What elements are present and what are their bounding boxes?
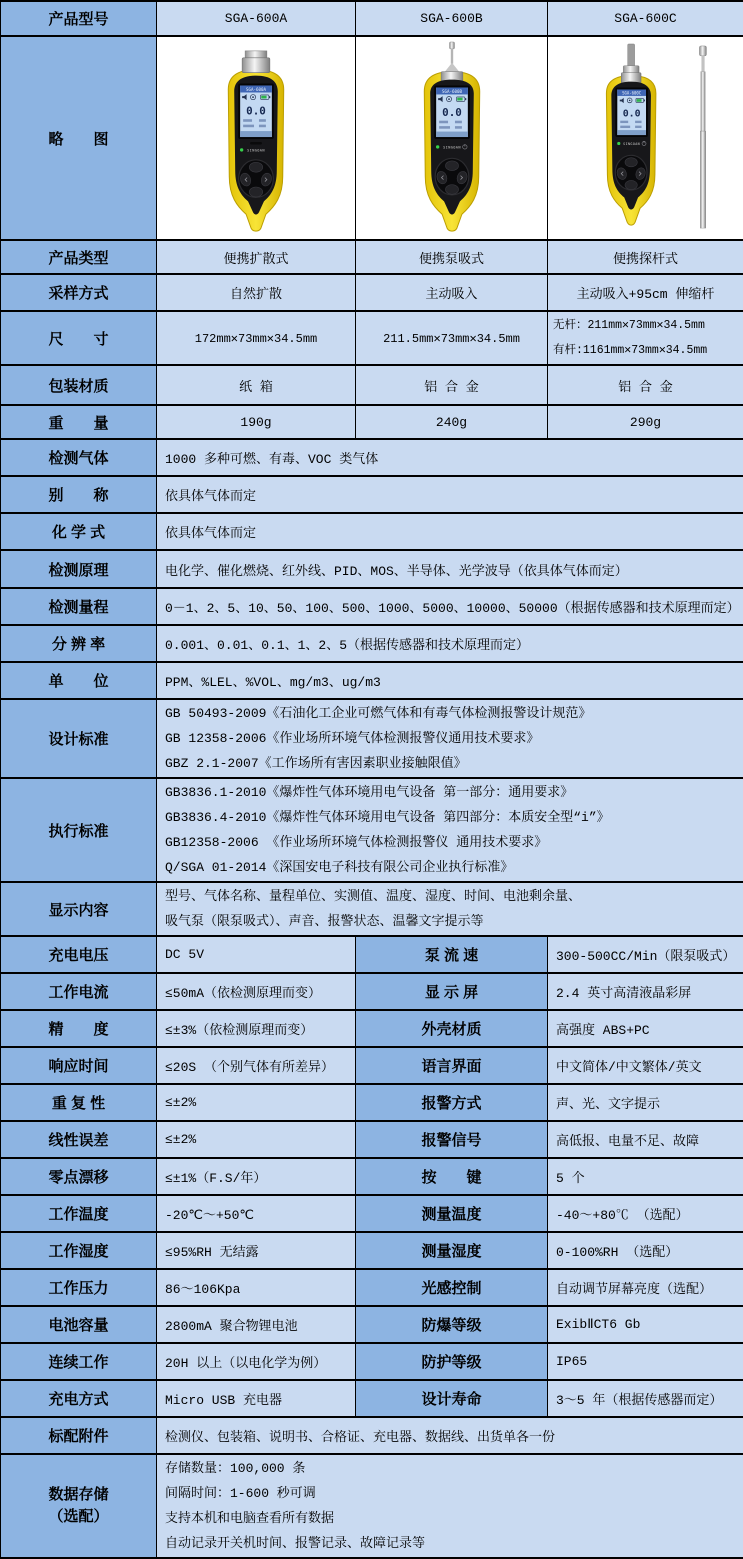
table-row xyxy=(1,240,743,274)
brand-label: SINGOAN xyxy=(247,148,265,152)
dimensions-c xyxy=(548,311,743,365)
table-row xyxy=(1,778,743,882)
model-name-a: SGA-600A xyxy=(157,1,356,36)
table-row xyxy=(1,1084,743,1121)
table-row xyxy=(1,513,743,550)
data-storage-line: 自动记录开关机时间、报警记录、故障记录等 xyxy=(165,1531,739,1556)
label-alarm-signal: 报警信号 xyxy=(356,1121,548,1158)
table-row xyxy=(1,405,743,439)
response-time-value: ≤20S （个别气体有所差异） xyxy=(157,1047,356,1084)
label-standard-accessories: 标配附件 xyxy=(1,1417,157,1454)
table-row xyxy=(1,1121,743,1158)
table-row xyxy=(1,1010,743,1047)
product-type-b: 便携泵吸式 xyxy=(356,240,548,274)
alias-value: 依具体气体而定 xyxy=(157,476,743,513)
screen-title: SGA-600A xyxy=(246,87,266,92)
label-measuring-humidity: 测量湿度 xyxy=(356,1232,548,1269)
screen-reading: 0.0 xyxy=(246,105,266,118)
display-content-value xyxy=(157,882,743,936)
menu-button xyxy=(249,162,262,172)
sampling-b: 主动吸入 xyxy=(356,274,548,311)
enter-button xyxy=(625,180,637,189)
device-illustration-sga-600b xyxy=(377,40,527,238)
table-row xyxy=(1,1195,743,1232)
table-row xyxy=(1,1047,743,1084)
label-sketch: 略 图 xyxy=(1,36,157,240)
standard-accessories-value: 检测仪、包装箱、说明书、合格证、充电器、数据线、出货单各一份 xyxy=(157,1417,743,1454)
weight-a: 190g xyxy=(157,405,356,439)
dpad xyxy=(435,158,469,195)
battery-capacity-value: 2800mA 聚合物锂电池 xyxy=(157,1306,356,1343)
display-content-line: 型号、气体名称、量程单位、实测值、温度、湿度、时间、电池剩余量、 xyxy=(165,884,739,909)
light-sensing-control-value: 自动调节屏幕亮度（选配） xyxy=(548,1269,743,1306)
detection-range-value: 0－1、2、5、10、50、100、500、1000、5000、10000、50000（根据传感器和技术原理而定） xyxy=(157,588,743,625)
dimensions-c-without-rod: 无杆：211mm✕73mm✕34.5mm xyxy=(553,313,741,338)
chemical-formula-value: 依具体气体而定 xyxy=(157,513,743,550)
enter-button xyxy=(249,187,262,197)
menu-button xyxy=(625,158,637,167)
label-sampling-method: 采样方式 xyxy=(1,274,157,311)
alarm-mode-value: 声、光、文字提示 xyxy=(548,1084,743,1121)
measuring-humidity-value: 0-100%RH （选配） xyxy=(548,1232,743,1269)
label-data-storage xyxy=(1,1454,157,1558)
label-shell-material: 外壳材质 xyxy=(356,1010,548,1047)
label-repeatability: 重 复 性 xyxy=(1,1084,157,1121)
product-type-c: 便携探杆式 xyxy=(548,240,743,274)
table-row xyxy=(1,1269,743,1306)
execution-standard-line: GB3836.1-2010《爆炸性气体环境用电气设备 第一部分：通用要求》 xyxy=(165,780,739,805)
table-row xyxy=(1,973,743,1010)
charging-voltage-value: DC 5V xyxy=(157,936,356,973)
execution-standard-value xyxy=(157,778,743,882)
label-design-standard: 设计标准 xyxy=(1,699,157,778)
screen-title: SGA-600B xyxy=(442,89,462,94)
screen-statusbar xyxy=(436,132,468,137)
sketch-cell-c xyxy=(548,36,743,240)
dpad xyxy=(239,160,274,198)
design-life-value: 3～5 年（根据传感器而定） xyxy=(548,1380,743,1417)
detected-gas-value: 1000 多种可燃、有毒、VOC 类气体 xyxy=(157,439,743,476)
label-response-time: 响应时间 xyxy=(1,1047,157,1084)
label-measuring-temperature: 测量温度 xyxy=(356,1195,548,1232)
product-type-a: 便携扩散式 xyxy=(157,240,356,274)
label-display-content: 显示内容 xyxy=(1,882,157,936)
label-working-pressure: 工作压力 xyxy=(1,1269,157,1306)
table-row xyxy=(1,882,743,936)
table-row xyxy=(1,1,743,36)
data-storage-value xyxy=(157,1454,743,1558)
sensor-cap xyxy=(242,51,270,73)
label-detected-gas: 检测气体 xyxy=(1,439,157,476)
sampling-probe xyxy=(621,44,641,84)
table-row xyxy=(1,1306,743,1343)
working-humidity-value: ≤95%RH 无结露 xyxy=(157,1232,356,1269)
label-language-interface: 语言界面 xyxy=(356,1047,548,1084)
pump-flow-rate-value: 300-500CC/Min（限泵吸式） xyxy=(548,936,743,973)
device-illustration-sga-600a xyxy=(181,40,331,238)
table-row xyxy=(1,1417,743,1454)
data-storage-line: 间隔时间：1-600 秒可调 xyxy=(165,1481,739,1506)
dimensions-b: 211.5mm✕73mm✕34.5mm xyxy=(356,311,548,365)
table-row xyxy=(1,274,743,311)
led-indicator xyxy=(617,142,620,145)
dimensions-a: 172mm✕73mm✕34.5mm xyxy=(157,311,356,365)
table-row xyxy=(1,699,743,778)
screen-title: SGA-600C xyxy=(622,90,642,95)
label-zero-drift: 零点漂移 xyxy=(1,1158,157,1195)
label-detection-range: 检测量程 xyxy=(1,588,157,625)
brand-label: SINGOAN xyxy=(623,142,640,146)
buttons-value: 5 个 xyxy=(548,1158,743,1195)
label-battery-capacity: 电池容量 xyxy=(1,1306,157,1343)
label-working-humidity: 工作湿度 xyxy=(1,1232,157,1269)
label-charging-voltage: 充电电压 xyxy=(1,936,157,973)
speaker-slot xyxy=(250,142,262,144)
sampling-c: 主动吸入+95cm 伸缩杆 xyxy=(548,274,743,311)
label-explosion-proof-grade: 防爆等级 xyxy=(356,1306,548,1343)
label-execution-standard: 执行标准 xyxy=(1,778,157,882)
table-row xyxy=(1,1232,743,1269)
data-storage-line: 存储数量：100,000 条 xyxy=(165,1456,739,1481)
led-indicator xyxy=(240,148,243,151)
resolution-value: 0.001、0.01、0.1、1、2、5（根据传感器和技术原理而定） xyxy=(157,625,743,662)
weight-b: 240g xyxy=(356,405,548,439)
pump-probe xyxy=(441,42,463,84)
screen-reading: 0.0 xyxy=(442,106,462,119)
label-display-screen: 显 示 屏 xyxy=(356,973,548,1010)
table-row xyxy=(1,1343,743,1380)
table-row xyxy=(1,311,743,365)
dimensions-c-with-rod: 有杆:1161mm✕73mm✕34.5mm xyxy=(553,338,741,363)
enter-button xyxy=(445,185,458,195)
table-row xyxy=(1,1380,743,1417)
telescopic-rod xyxy=(699,46,706,228)
table-row xyxy=(1,365,743,405)
table-row xyxy=(1,1454,743,1558)
label-light-sensing-control: 光感控制 xyxy=(356,1269,548,1306)
menu-button xyxy=(445,161,458,171)
label-alarm-mode: 报警方式 xyxy=(356,1084,548,1121)
label-dimensions: 尺 寸 xyxy=(1,311,157,365)
design-standard-line: GB 50493-2009《石油化工企业可燃气体和有毒气体检测报警设计规范》 xyxy=(165,701,739,726)
label-protection-grade: 防护等级 xyxy=(356,1343,548,1380)
sampling-a: 自然扩散 xyxy=(157,274,356,311)
label-continuous-working: 连续工作 xyxy=(1,1343,157,1380)
execution-standard-line: Q/SGA 01-2014《深国安电子科技有限公司企业执行标准》 xyxy=(165,855,739,880)
label-chemical-formula: 化 学 式 xyxy=(1,513,157,550)
shell-material-value: 高强度 ABS+PC xyxy=(548,1010,743,1047)
sketch-cell-b xyxy=(356,36,548,240)
design-standard-line: GB 12358-2006《作业场所环境气体检测报警仪通用技术要求》 xyxy=(165,726,739,751)
table-row xyxy=(1,476,743,513)
label-working-current: 工作电流 xyxy=(1,973,157,1010)
data-storage-line: 支持本机和电脑查看所有数据 xyxy=(165,1506,739,1531)
design-standard-value xyxy=(157,699,743,778)
table-row xyxy=(1,550,743,588)
brand-label: SINGOAN xyxy=(443,146,461,150)
design-standard-line: GBZ 2.1-2007《工作场所有害因素职业接触限值》 xyxy=(165,751,739,776)
display-screen-value: 2.4 英寸高清液晶彩屏 xyxy=(548,973,743,1010)
led-indicator xyxy=(435,145,438,148)
label-alias: 别 称 xyxy=(1,476,157,513)
working-pressure-value: 86～106Kpa xyxy=(157,1269,356,1306)
label-pump-flow-rate: 泵 流 速 xyxy=(356,936,548,973)
label-product-type: 产品类型 xyxy=(1,240,157,274)
screen-reading: 0.0 xyxy=(622,109,640,120)
label-charging-method: 充电方式 xyxy=(1,1380,157,1417)
protection-grade-value: IP65 xyxy=(548,1343,743,1380)
execution-standard-line: GB12358-2006 《作业场所环境气体检测报警仪 通用技术要求》 xyxy=(165,830,739,855)
model-name-c: SGA-600C xyxy=(548,1,743,36)
dpad xyxy=(615,155,647,190)
data-storage-label-line2: （选配） xyxy=(2,1506,155,1528)
model-name-b: SGA-600B xyxy=(356,1,548,36)
label-packaging-material: 包装材质 xyxy=(1,365,157,405)
accuracy-value: ≤±3%（依检测原理而变） xyxy=(157,1010,356,1047)
detection-principle-value: 电化学、催化燃烧、红外线、PID、MOS、半导体、光学波导（依具体气体而定） xyxy=(157,550,743,588)
sketch-cell-a xyxy=(157,36,356,240)
packaging-b: 铝 合 金 xyxy=(356,365,548,405)
table-row xyxy=(1,662,743,699)
charging-method-value: Micro USB 充电器 xyxy=(157,1380,356,1417)
weight-c: 290g xyxy=(548,405,743,439)
explosion-proof-grade-value: ExibⅡCT6 Gb xyxy=(548,1306,743,1343)
data-storage-label-line1: 数据存储 xyxy=(2,1484,155,1506)
label-weight: 重 量 xyxy=(1,405,157,439)
label-working-temperature: 工作温度 xyxy=(1,1195,157,1232)
measuring-temperature-value: -40～+80℃ （选配） xyxy=(548,1195,743,1232)
label-buttons: 按 键 xyxy=(356,1158,548,1195)
packaging-c: 铝 合 金 xyxy=(548,365,743,405)
table-row xyxy=(1,625,743,662)
screen-statusbar xyxy=(617,130,646,135)
language-interface-value: 中文简体/中文繁体/英文 xyxy=(548,1047,743,1084)
linearity-error-value: ≤±2% xyxy=(157,1121,356,1158)
table-row xyxy=(1,936,743,973)
alarm-signal-value: 高低报、电量不足、故障 xyxy=(548,1121,743,1158)
unit-value: PPM、%LEL、%VOL、mg/m3、ug/m3 xyxy=(157,662,743,699)
label-product-model: 产品型号 xyxy=(1,1,157,36)
working-current-value: ≤50mA（依检测原理而变） xyxy=(157,973,356,1010)
screen-statusbar xyxy=(240,131,272,137)
execution-standard-line: GB3836.4-2010《爆炸性气体环境用电气设备 第四部分：本质安全型“i”》 xyxy=(165,805,739,830)
label-detection-principle: 检测原理 xyxy=(1,550,157,588)
label-accuracy: 精 度 xyxy=(1,1010,157,1047)
label-design-life: 设计寿命 xyxy=(356,1380,548,1417)
zero-drift-value: ≤±1%（F.S/年） xyxy=(157,1158,356,1195)
packaging-a: 纸 箱 xyxy=(157,365,356,405)
working-temperature-value: -20℃～+50℃ xyxy=(157,1195,356,1232)
display-content-line: 吸气泵（限泵吸式）、声音、报警状态、温馨文字提示等 xyxy=(165,909,739,934)
table-row xyxy=(1,439,743,476)
repeatability-value: ≤±2% xyxy=(157,1084,356,1121)
label-linearity-error: 线性误差 xyxy=(1,1121,157,1158)
table-row xyxy=(1,1158,743,1195)
label-resolution: 分 辨 率 xyxy=(1,625,157,662)
device-illustration-sga-600c xyxy=(561,40,731,238)
continuous-working-value: 20H 以上（以电化学为例） xyxy=(157,1343,356,1380)
table-row xyxy=(1,36,743,240)
label-unit: 单 位 xyxy=(1,662,157,699)
table-row xyxy=(1,588,743,625)
